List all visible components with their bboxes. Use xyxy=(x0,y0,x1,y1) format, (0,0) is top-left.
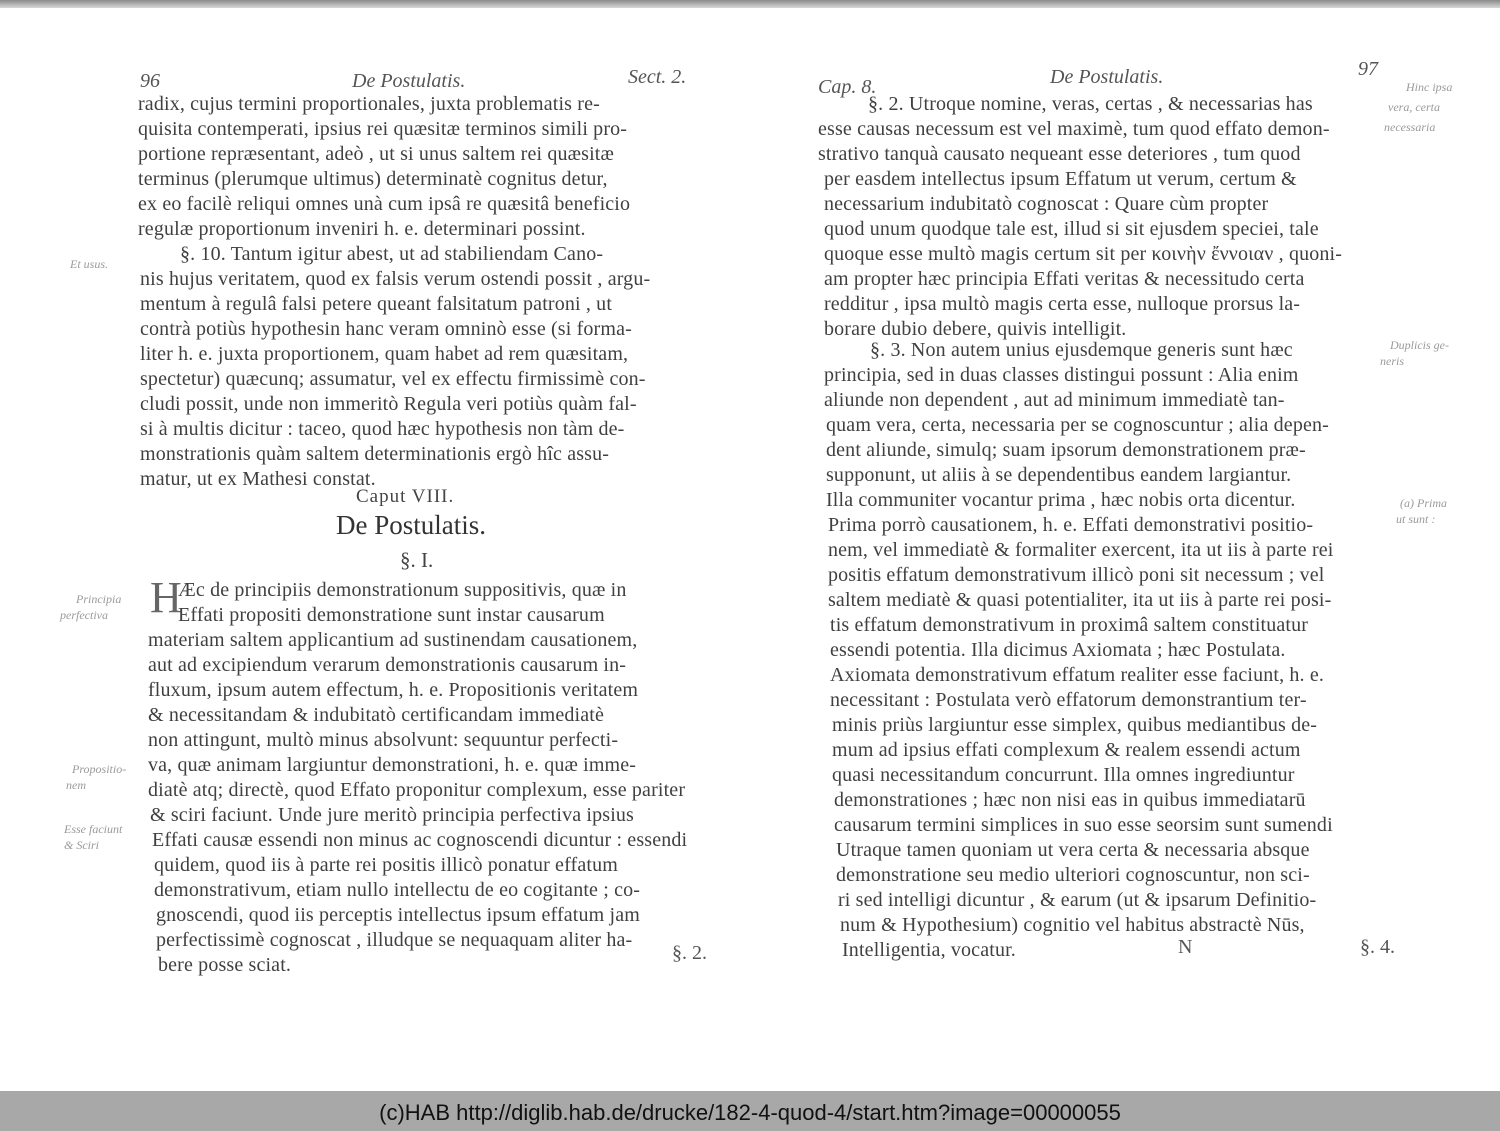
margin-note: (a) Prima xyxy=(1400,496,1447,510)
chapter-label: Caput VIII. xyxy=(356,486,455,507)
margin-note: necessaria xyxy=(1384,120,1436,134)
text-line: fluxum, ipsum autem effectum, h. e. Propositionis veritatem xyxy=(148,679,639,701)
margin-note: Principia xyxy=(76,592,122,606)
text-line: si à multis dicitur : taceo, quod hæc hypothesis non tàm de- xyxy=(140,418,625,440)
text-line: Utraque tamen quoniam ut vera certa & necessaria absque xyxy=(836,839,1310,861)
page-number: 97 xyxy=(1358,58,1378,80)
catchword: §. 2. xyxy=(672,942,707,964)
margin-note: vera, certa xyxy=(1388,100,1440,114)
text-line: mentum à regulâ falsi petere queant falsitatum patroni , ut xyxy=(140,293,613,315)
text-line: gnoscendi, quod iis perceptis intellectus ipsum effatum jam xyxy=(156,904,640,926)
page-number: 96 xyxy=(140,70,160,92)
text-line: Æc de principiis demonstrationum suppositivis, quæ in xyxy=(178,579,627,601)
text-line: num & Hypothesium) cognitio vel habitus abstractè Nūs, xyxy=(840,914,1305,936)
text-line: & sciri faciunt. Unde jure meritò principia perfectiva ipsius xyxy=(150,804,634,826)
text-line: supponunt, ut aliis à se dependentibus eandem largiantur. xyxy=(826,464,1292,486)
text-line: esse causas necessum est vel maximè, tum quod effato demon- xyxy=(818,118,1330,140)
text-line: Effati causæ essendi non minus ac cognoscendi dicuntur : essendi xyxy=(152,829,688,851)
margin-note: & Sciri xyxy=(64,838,99,852)
text-line: §. 3. Non autem unius ejusdemque generis sunt hæc xyxy=(870,339,1293,361)
text-line: Prima porrò causationem, h. e. Effati demonstrativi positio- xyxy=(828,514,1314,536)
text-line: strativo tanquà causato nequeant esse deteriores , tum quod xyxy=(818,143,1301,165)
text-line: monstrationis quàm saltem determinationis ergò hîc assu- xyxy=(140,443,610,465)
text-line: §. 10. Tantum igitur abest, ut ad stabiliendam Cano- xyxy=(180,243,604,265)
text-line: quoque esse multò magis certum sit per κοινὴν ἔννοιαν , quoni- xyxy=(824,243,1343,265)
drop-capital: H xyxy=(150,573,182,622)
text-line: borare dubio debere, quivis intelligit. xyxy=(824,318,1127,340)
margin-note: Et usus. xyxy=(70,257,109,271)
running-title: De Postulatis. xyxy=(1050,66,1164,88)
section-reference: Sect. 2. xyxy=(628,66,687,88)
text-line: regulæ proportionum inveniri h. e. determinari possint. xyxy=(138,218,586,240)
text-line: Axiomata demonstrativum effatum realiter esse faciunt, h. e. xyxy=(830,664,1325,686)
margin-note: perfectiva xyxy=(60,608,108,622)
text-line: tis effatum demonstrativum in proximâ saltem constituatur xyxy=(830,614,1309,636)
text-line: diatè atq; directè, quod Effato proponitur complexum, esse pariter xyxy=(148,779,686,801)
text-line: aut ad excipiendum verarum demonstrationis causarum in- xyxy=(148,654,627,676)
text-line: bere posse sciat. xyxy=(158,954,292,976)
text-line: Effati propositi demonstratione sunt instar causarum xyxy=(178,604,605,626)
text-line: essendi potentia. Illa dicimus Axiomata ; hæc Postulata. xyxy=(830,639,1286,661)
text-line: principia, sed in duas classes distingui possunt : Alia enim xyxy=(824,364,1299,386)
text-line: portione repræsentant, adeò , ut si unus saltem rei quæsitæ xyxy=(138,143,614,165)
text-line: demonstratione seu medio ulteriori cognoscuntur, non sci- xyxy=(836,864,1310,886)
signature-mark: N xyxy=(1178,936,1193,958)
text-line: non attingunt, multò minus absolvunt: sequuntur perfecti- xyxy=(148,729,619,751)
section-mark: §. I. xyxy=(400,548,434,572)
text-line: positis effatum demonstrativum illicò poni sit necessum ; vel xyxy=(828,564,1325,586)
scan-top-edge xyxy=(0,0,1500,8)
chapter-reference: Cap. 8. xyxy=(818,76,877,98)
margin-note: ut sunt : xyxy=(1396,512,1436,526)
text-line: perfectissimè cognoscat , illudque se nequaquam aliter ha- xyxy=(156,929,633,951)
running-title: De Postulatis. xyxy=(352,70,466,92)
text-line: quisita contemperati, ipsius rei quæsitæ terminos simili pro- xyxy=(138,118,628,140)
text-line: va, quæ animam largiuntur demonstrationi, h. e. quæ imme- xyxy=(148,754,637,776)
text-line: nis hujus veritatem, quod ex falsis verum ostendi possit , argu- xyxy=(140,268,651,290)
text-line: quam vera, certa, necessaria per se cognoscuntur ; alia depen- xyxy=(826,414,1329,436)
text-line: redditur , ipsa multò magis certa esse, nulloque prorsus la- xyxy=(824,293,1301,315)
margin-note: Propositio- xyxy=(72,762,127,776)
margin-note: neris xyxy=(1380,354,1404,368)
text-line: necessitant : Postulata verò effatorum demonstrantium ter- xyxy=(830,689,1307,711)
text-line: dent aliunde, simulq; suam ipsorum demonstrationem præ- xyxy=(826,439,1306,461)
margin-note: Esse faciunt xyxy=(64,822,123,836)
text-line: saltem mediatè & quasi potentialiter, ita ut iis à parte rei posi- xyxy=(828,589,1332,611)
text-line: cludi possit, unde non immeritò Regula veri potiùs quàm fal- xyxy=(140,393,637,415)
text-line: mum ad ipsius effati complexum & realem essendi actum xyxy=(832,739,1301,761)
text-line: ri sed intelligi dicuntur , & earum (ut & ipsarum Definitio- xyxy=(838,889,1317,911)
text-line: demonstrativum, etiam nullo intellectu de eo cogitante ; co- xyxy=(154,879,641,901)
margin-note: Duplicis ge- xyxy=(1390,338,1449,352)
text-line: minis priùs largiuntur esse simplex, quibus mediantibus de- xyxy=(832,714,1318,736)
chapter-title: De Postulatis. xyxy=(336,510,487,540)
text-line: necessarium indubitatò cognoscat : Quare cùm propter xyxy=(824,193,1269,215)
footer-credit: (c)HAB http://diglib.hab.de/drucke/182-4-quod-4/start.htm?image=00000055 xyxy=(379,1100,1121,1125)
text-line: am propter hæc principia Effati veritas & necessitudo certa xyxy=(824,268,1305,290)
text-line: demonstrationes ; hæc non nisi eas in quibus immediatarū xyxy=(834,789,1306,811)
text-line: Illa communiter vocantur prima , hæc nobis orta dicentur. xyxy=(826,489,1296,511)
margin-note: Hinc ipsa xyxy=(1406,80,1453,94)
text-line: Intelligentia, vocatur. xyxy=(842,939,1016,961)
text-line: contrà potiùs hypothesin hanc veram omninò esse (si forma- xyxy=(140,318,632,340)
text-line: quod unum quodque tale est, illud si sit ejusdem speciei, tale xyxy=(824,218,1319,240)
text-line: quasi necessitandum concurrunt. Illa omnes ingrediuntur xyxy=(832,764,1295,786)
text-line: §. 2. Utroque nomine, veras, certas , & necessarias has xyxy=(868,93,1313,115)
text-line: per easdem intellectus ipsum Effatum ut verum, certum & xyxy=(824,168,1297,190)
book-scan xyxy=(0,8,1500,1091)
text-line: nem, vel immediatè & formaliter exercent, ita ut iis à parte rei xyxy=(828,539,1334,561)
text-line: terminus (plerumque ultimus) determinatè cognitus detur, xyxy=(138,168,608,190)
text-line: aliunde non dependent , aut ad minimum immediatè tan- xyxy=(824,389,1285,411)
text-line: liter h. e. juxta proportionem, quam habet ad rem quæsitam, xyxy=(140,343,629,365)
margin-note: nem xyxy=(66,778,86,792)
text-line: radix, cujus termini proportionales, juxta problematis re- xyxy=(138,93,600,115)
footer-bar xyxy=(0,1091,1500,1131)
text-line: materiam saltem applicantium ad sustinendam causationem, xyxy=(148,629,638,651)
text-line: matur, ut ex Mathesi constat. xyxy=(140,468,376,490)
text-line: quidem, quod iis à parte rei positis illicò ponatur effatum xyxy=(154,854,618,876)
text-line: ex eo facilè reliqui omnes unà cum ipsâ re quæsitâ beneficio xyxy=(138,193,631,215)
text-line: & necessitandam & indubitatò certificandam immediatè xyxy=(148,704,604,726)
text-line: causarum termini simplices in suo esse seorsim sunt sumendi xyxy=(834,814,1333,836)
catchword: §. 4. xyxy=(1360,936,1395,958)
text-line: spectetur) quæcunq; assumatur, vel ex effectu firmissimè con- xyxy=(140,368,646,390)
